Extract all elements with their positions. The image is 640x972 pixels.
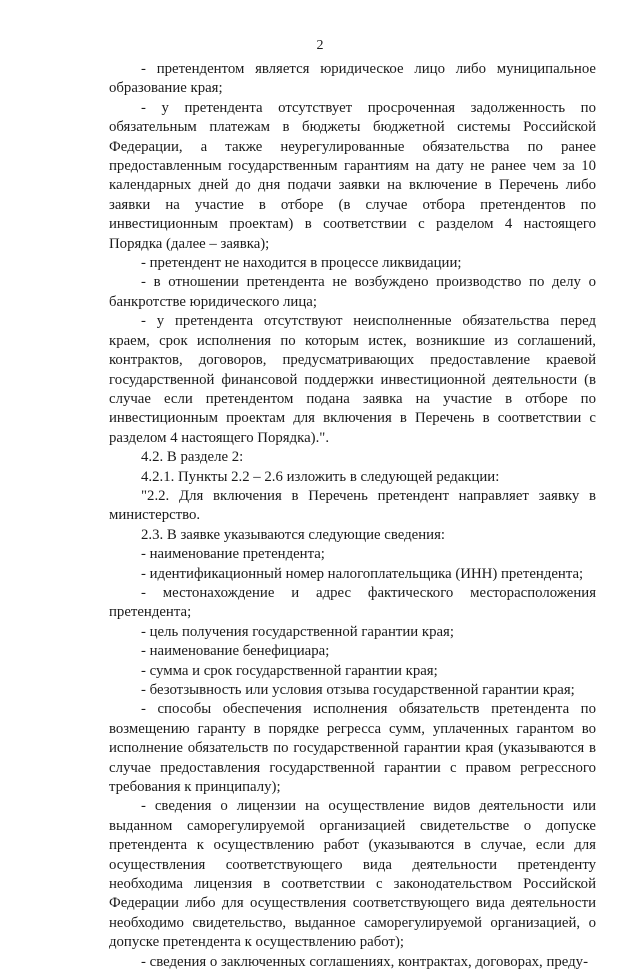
list-item-applicant-inn: - идентификационный номер налогоплательщика (ИНН) претендента;	[141, 565, 584, 582]
paragraph-clause-2-3: 2.3. В заявке указываются следующие сведения:	[141, 526, 445, 543]
paragraph-no-bankruptcy: - в отношении претендента не возбуждено производство по делу о банкротстве юридического лица;	[109, 274, 596, 310]
paragraph-section-4-2: 4.2. В разделе 2:	[141, 449, 244, 466]
paragraph-not-liquidating: - претендент не находится в процессе ликвидации;	[141, 255, 462, 272]
list-item-beneficiary-name: - наименование бенефициара;	[141, 643, 330, 660]
paragraph-applicant-legal-entity: - претендентом является юридическое лицо либо муниципальное образование края;	[109, 61, 596, 97]
document-body	[109, 60, 596, 972]
paragraph-no-unfulfilled-obligations: - у претендента отсутствуют неисполненные обязательства перед краем, срок исполнения по которым истек, возникшие из соглашений, контрактов, договоров, предусматривающих предоставление краевой государственной финансовой поддержки инвестиционной деятельности (в случае если претендентом подана заявка на участие в отборе по инвестиционным проектам для включения в Перечень в соответствии с разделом 4 настоящего Порядка).".	[109, 313, 596, 446]
list-item-applicant-name: - наименование претендента;	[141, 546, 325, 563]
list-item-guarantee-revocability: - безотзывность или условия отзыва государственной гарантии края;	[141, 682, 575, 698]
list-item-license-info: - сведения о лицензии на осуществление видов деятельности или выданном саморегулируемой организацией свидетельстве о допуске претендента к осуществлению работ (указываются в случае, если для осуществления соответствующего вида деятельности претенденту необходима лицензия в соответствии с законодательством Российской Федерации либо для осуществления соответствующего вида деятельности необходимо свидетельство, выданное саморегулируемой организацией, о допуске претендента к осуществлению работ);	[109, 798, 596, 951]
list-item-security-methods: - способы обеспечения исполнения обязательств претендента по возмещению гаранту в порядке регресса сумм, уплаченных гарантом во исполнение обязательств по государственной гарантии края (указываются в случае предоставления государственной гарантии с правом регрессного требования к принципалу);	[109, 701, 596, 796]
list-item-guarantee-amount-term: - сумма и срок государственной гарантии края;	[141, 662, 438, 679]
list-item-applicant-address: - местонахождение и адрес фактического месторасположения претендента;	[109, 584, 596, 621]
list-item-guarantee-purpose: - цель получения государственной гарантии края;	[141, 623, 454, 640]
paragraph-clause-2-2: "2.2. Для включения в Перечень претендент направляет заявку в министерство.	[109, 487, 596, 524]
list-item-concluded-agreements: - сведения о заключенных соглашениях, контрактах, договорах, преду-	[141, 953, 588, 970]
page-number: 2	[316, 38, 324, 53]
paragraph-no-overdue-debt: - у претендента отсутствует просроченная задолженность по обязательным платежам в бюджеты бюджетной системы Российской Федерации, а также неурегулированные обязательства по ранее предоставленным государственным гарантиям на дату не ранее чем за 10 календарных дней до дня подачи заявки на включение в Перечень либо заявки на участие в отборе (в случае отбора претендентов по инвестиционным проектам) в соответствии с разделом 4 настоящего Порядка (далее – заявка);	[109, 99, 596, 252]
paragraph-section-4-2-1: 4.2.1. Пункты 2.2 – 2.6 изложить в следующей редакции:	[141, 468, 500, 485]
